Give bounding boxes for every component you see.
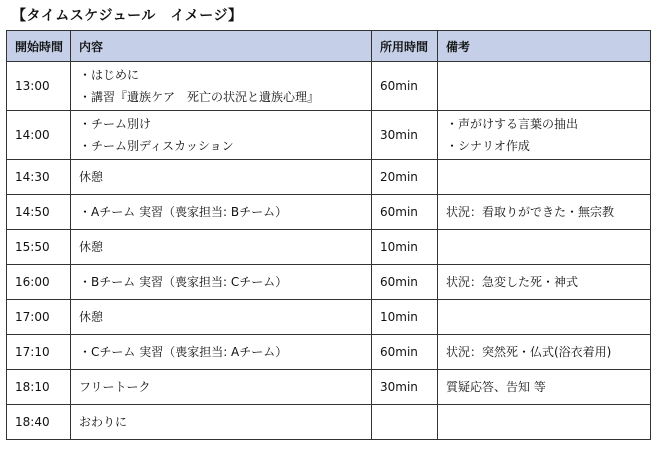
content-cell: [71, 370, 372, 405]
table-row: [7, 265, 651, 300]
table-body: [7, 62, 651, 440]
table-row: [7, 111, 651, 160]
content-cell: [71, 62, 372, 111]
start-time-cell: 14:50: [7, 195, 71, 230]
note-line: 質疑応答、告知 等: [446, 380, 546, 394]
content-cell: [71, 335, 372, 370]
content-cell: [71, 195, 372, 230]
header-notes: 備考: [438, 31, 651, 62]
notes-cell: [438, 300, 651, 335]
duration-cell: 30min: [372, 370, 438, 405]
duration-cell: 20min: [372, 160, 438, 195]
notes-cell: [438, 160, 651, 195]
content-cell: [71, 111, 372, 160]
content-cell: [71, 405, 372, 440]
header-row: [7, 31, 651, 62]
content-cell: [71, 230, 372, 265]
content-line: フリートーク: [79, 380, 151, 394]
note-line: 状況：急変した死・神式: [446, 275, 579, 289]
note-line: ・シナリオ作成: [446, 139, 530, 153]
content-line: 休憩: [79, 170, 104, 184]
table-row: [7, 62, 651, 111]
duration-cell: 30min: [372, 111, 438, 160]
duration-cell: 60min: [372, 62, 438, 111]
notes-cell: [438, 230, 651, 265]
start-time-cell: 17:10: [7, 335, 71, 370]
content-line: ・Aチーム 実習（喪家担当: Bチーム）: [79, 205, 288, 219]
table-row: [7, 405, 651, 440]
start-time-cell: 16:00: [7, 265, 71, 300]
start-time-cell: 18:10: [7, 370, 71, 405]
table-row: [7, 230, 651, 265]
content-cell: [71, 160, 372, 195]
content-line: おわりに: [79, 415, 128, 429]
start-time-cell: 18:40: [7, 405, 71, 440]
duration-cell: 60min: [372, 195, 438, 230]
content-line: ・Bチーム 実習（喪家担当: Cチーム）: [79, 275, 288, 289]
schedule-table: [6, 30, 651, 440]
header-start-time: 開始時間: [7, 31, 71, 62]
header-duration: 所用時間: [372, 31, 438, 62]
start-time-cell: 15:50: [7, 230, 71, 265]
duration-cell: 10min: [372, 230, 438, 265]
notes-cell: [438, 195, 651, 230]
notes-cell: [438, 265, 651, 300]
content-line: ・Cチーム 実習（喪家担当: Aチーム）: [79, 345, 288, 359]
page-title: 【タイムスケジュール イメージ】: [12, 8, 243, 24]
note-line: 状況：突然死・仏式(浴衣着用): [446, 345, 612, 359]
start-time-cell: 14:00: [7, 111, 71, 160]
table-row: [7, 370, 651, 405]
table-row: [7, 335, 651, 370]
content-line: 休憩: [79, 310, 104, 324]
table-header: [7, 31, 651, 62]
content-line: ・講習『遺族ケア 死亡の状況と遺族心理』: [79, 90, 320, 104]
notes-cell: [438, 405, 651, 440]
notes-cell: [438, 335, 651, 370]
note-line: 状況：看取りができた・無宗教: [446, 205, 615, 219]
content-cell: [71, 265, 372, 300]
duration-cell: 60min: [372, 335, 438, 370]
content-line: ・チーム別け: [79, 117, 152, 131]
notes-cell: [438, 62, 651, 111]
table-row: [7, 300, 651, 335]
notes-cell: [438, 370, 651, 405]
content-cell: [71, 300, 372, 335]
header-content: 内容: [71, 31, 372, 62]
start-time-cell: 14:30: [7, 160, 71, 195]
duration-cell: 10min: [372, 300, 438, 335]
note-line: ・声がけする言葉の抽出: [446, 117, 579, 131]
content-line: ・チーム別ディスカッション: [79, 139, 234, 153]
content-line: ・はじめに: [79, 68, 140, 82]
content-line: 休憩: [79, 240, 104, 254]
start-time-cell: 13:00: [7, 62, 71, 111]
start-time-cell: 17:00: [7, 300, 71, 335]
duration-cell: 60min: [372, 265, 438, 300]
table-row: [7, 160, 651, 195]
table-row: [7, 195, 651, 230]
notes-cell: [438, 111, 651, 160]
duration-cell: [372, 405, 438, 440]
